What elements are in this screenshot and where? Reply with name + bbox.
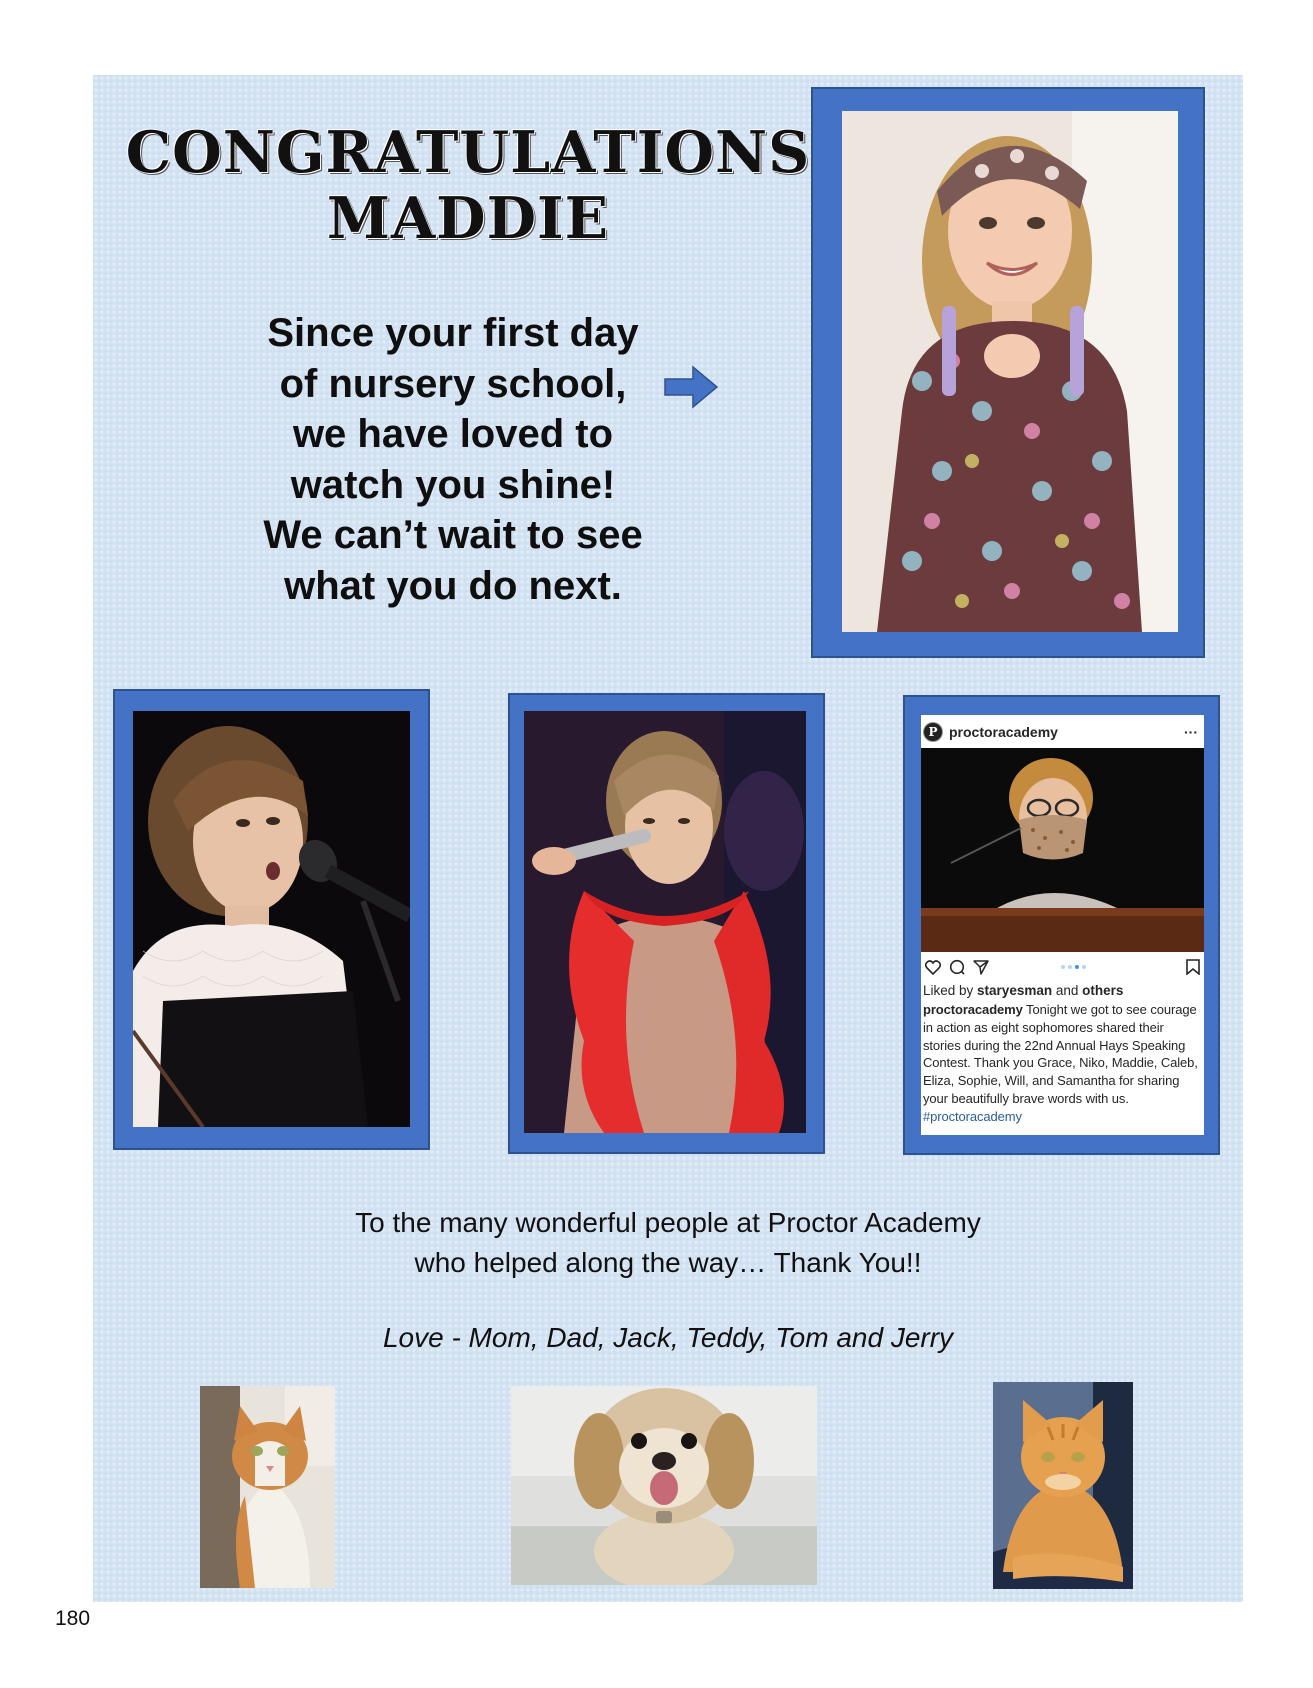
signature: Love - Mom, Dad, Jack, Teddy, Tom and Jerry	[382, 1322, 954, 1353]
photo-frame-performance	[508, 693, 825, 1154]
likes-others[interactable]: others	[1082, 983, 1124, 998]
caption-username[interactable]: proctoracademy	[923, 1002, 1023, 1017]
comment-icon[interactable]	[949, 959, 965, 975]
right-arrow-icon	[663, 365, 719, 409]
heading-line-2: MADDIE	[326, 185, 610, 252]
heart-icon[interactable]	[925, 960, 941, 975]
hashtag-link[interactable]: #proctoracademy	[923, 1108, 1022, 1124]
ad-heading	[123, 120, 813, 252]
message-line: we have loved to	[292, 412, 614, 456]
photo-frame-singing	[113, 689, 430, 1150]
white-orange-cat-photo	[200, 1386, 335, 1588]
instagram-post	[921, 715, 1204, 1135]
likes-line	[921, 982, 1204, 1000]
message-line: watch you shine!	[290, 462, 616, 507]
likes-prefix: Liked by	[923, 983, 978, 998]
congratulation-message	[223, 308, 683, 611]
instagram-actions	[921, 952, 1204, 982]
instagram-username[interactable]: proctoracademy	[949, 723, 1058, 740]
stage-performance-photo	[524, 711, 806, 1133]
profile-avatar[interactable]: P	[923, 722, 943, 742]
speaking-contest-photo	[921, 748, 1204, 952]
caption-text: Tonight we got to see courage in action as eight sophomores shared their stories during the 22nd Annual Hays Speaking Contest. Thank you Grace, Niko, Maddie, Caleb, Eliza, Sophie, Will, and Samantha for sharing your beautifully brave words with us.	[923, 1002, 1198, 1106]
thank-you-message	[93, 1203, 1243, 1283]
message-line: Since your first day	[267, 311, 639, 355]
singing-microphone-photo	[133, 711, 410, 1127]
photo-frame-instagram	[903, 695, 1220, 1155]
thanks-line-1: To the many wonderful people at Proctor Academy	[355, 1207, 981, 1238]
liked-by-user[interactable]: staryesman	[977, 983, 1053, 998]
heading-line-1: CONGRATULATIONS	[125, 119, 811, 186]
thanks-line-2: who helped along the way… Thank You!!	[414, 1247, 922, 1278]
share-icon[interactable]	[973, 959, 989, 975]
message-line: of nursery school,	[279, 361, 627, 406]
shih-tzu-dog-photo	[511, 1386, 817, 1585]
nursery-school-photo	[842, 111, 1178, 632]
bookmark-icon[interactable]	[1186, 959, 1200, 975]
more-options-icon[interactable]: ···	[1184, 723, 1198, 740]
instagram-caption	[921, 1001, 1204, 1126]
carousel-dots-icon	[1061, 965, 1086, 969]
likes-and: and	[1052, 983, 1083, 998]
congratulations-ad	[93, 75, 1243, 1602]
instagram-post-header	[921, 715, 1204, 748]
orange-tabby-cat-photo	[993, 1382, 1133, 1589]
message-line: We can’t wait to see	[263, 513, 643, 557]
page-number: 180	[55, 1607, 91, 1630]
message-line: what you do next.	[284, 563, 622, 608]
photo-frame-nursery	[811, 87, 1205, 658]
